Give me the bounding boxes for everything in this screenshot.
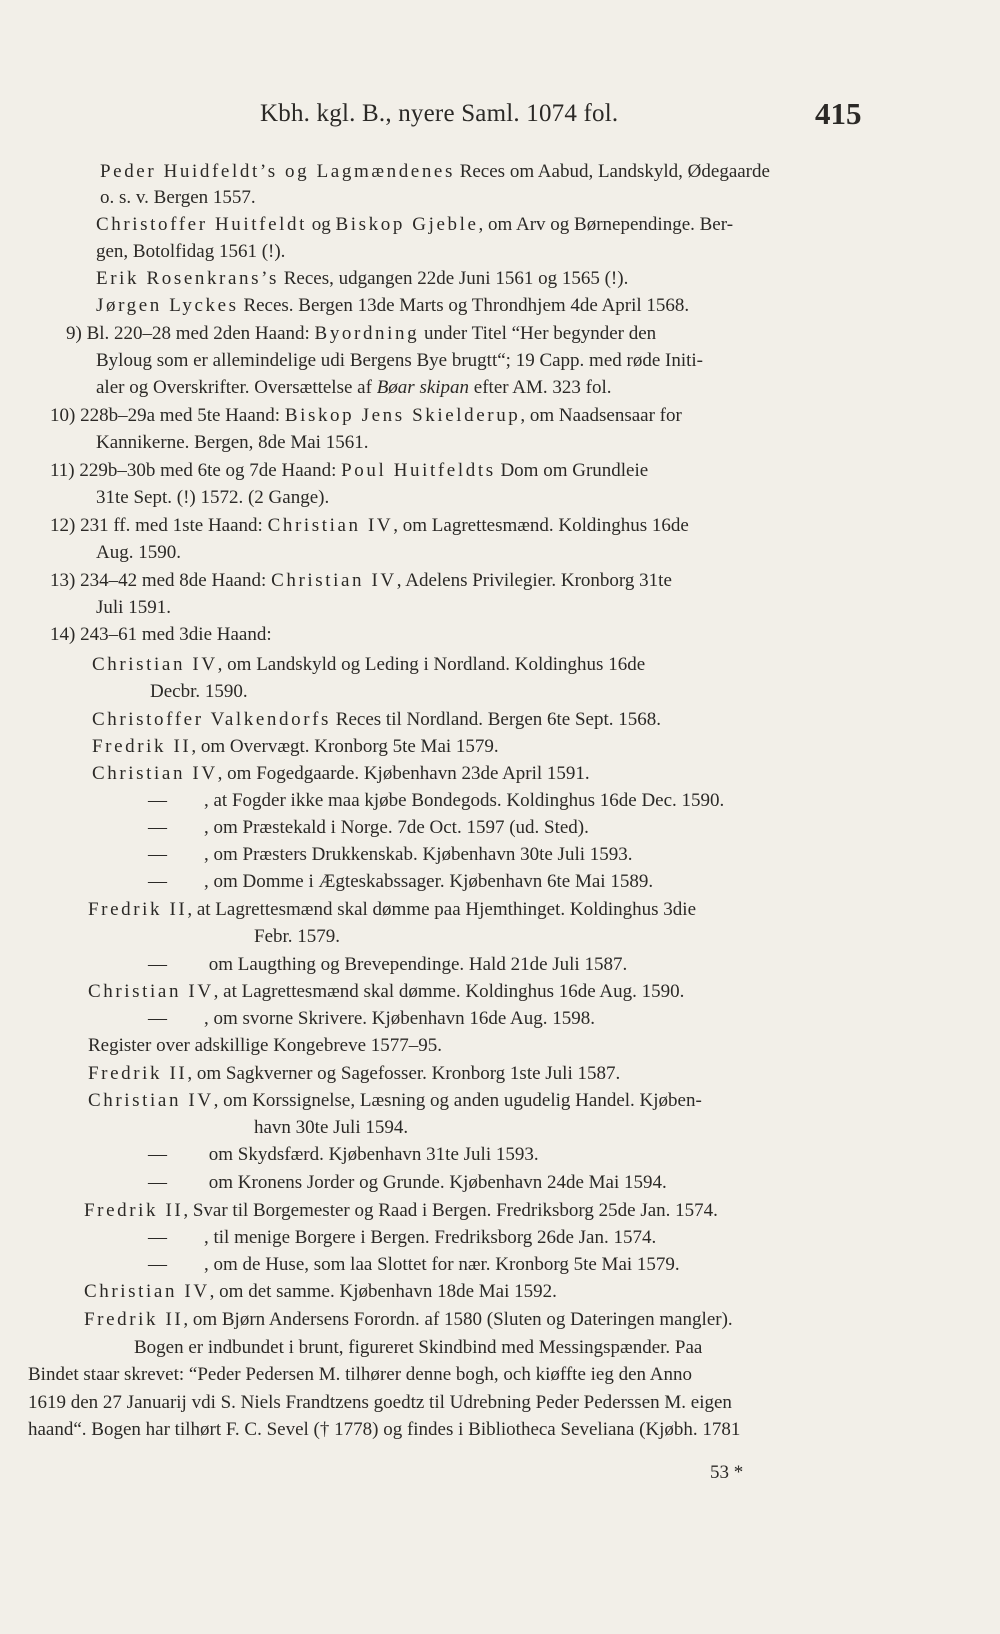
- text-segment: og: [306, 214, 336, 235]
- text-segment: , at Lagrettesmænd skal dømme. Koldinghus 16de Aug. 1590.: [213, 981, 685, 1002]
- text-segment: , om Præstekald i Norge. 7de Oct. 1597 (ud. Sted).: [204, 817, 589, 838]
- text-line: [50, 404, 682, 428]
- text-line: [28, 1391, 732, 1415]
- text-segment: , om Sagkverner og Sagefosser. Kronborg 1ste Juli 1587.: [187, 1063, 621, 1084]
- text-segment: om Skydsfærd. Kjøbenhavn 31te Juli 1593.: [204, 1144, 539, 1165]
- text-segment: Biskop Gjeble: [335, 214, 479, 235]
- text-segment: Poul Huitfeldts: [341, 460, 496, 481]
- text-segment: 13) 234–42 med 8de Haand:: [50, 570, 272, 591]
- page-header: [0, 96, 1000, 140]
- text-segment: Christian IV: [88, 981, 214, 1002]
- text-segment: Fredrik II: [84, 1309, 184, 1330]
- text-segment: havn 30te Juli 1594.: [254, 1117, 409, 1138]
- text-segment: Reces. Bergen 13de Marts og Throndhjem 4de April 1568.: [238, 295, 690, 316]
- ditto-dash: —: [148, 1008, 167, 1029]
- text-segment: 1619 den 27 Januarij vdi S. Niels Frandtzens goedtz til Udrebning Peder Pederssen M. eigen: [28, 1392, 732, 1413]
- text-segment: 10) 228b–29a med 5te Haand:: [50, 405, 285, 426]
- text-segment: efter AM. 323 fol.: [469, 377, 612, 398]
- text-segment: Dom om Grundleie: [495, 460, 649, 481]
- ditto-dash: —: [148, 844, 167, 865]
- text-segment: haand“. Bogen har tilhørt F. C. Sevel († 1778) og findes i Bibliotheca Seveliana (Kjøbh. 1781: [28, 1419, 741, 1440]
- running-title: Kbh. kgl. B., nyere Saml. 1074 fol.: [260, 100, 619, 127]
- text-line: [96, 267, 628, 291]
- text-segment: Peder Huidfeldt’s og Lagmændenes: [100, 161, 455, 182]
- text-segment: Reces, udgangen 22de Juni 1561 og 1565 (!).: [279, 268, 629, 289]
- text-line: [148, 789, 724, 813]
- text-segment: Christian IV: [271, 570, 397, 591]
- text-segment: gen, Botolfidag 1561 (!).: [96, 241, 286, 262]
- text-segment: Bogen er indbundet i brunt, figureret Skindbind med Messingspænder. Paa: [134, 1337, 703, 1358]
- text-segment: , om Fogedgaarde. Kjøbenhavn 23de April 1591.: [217, 763, 590, 784]
- text-segment: Reces om Aabud, Landskyld, Ødegaarde: [454, 161, 770, 182]
- text-line: [96, 213, 733, 237]
- text-line: [96, 486, 329, 510]
- text-line: [96, 596, 171, 620]
- text-segment: Christian IV: [267, 515, 394, 536]
- text-segment: , at Lagrettesmænd skal dømme paa Hjemthinget. Koldinghus 3die: [187, 899, 697, 920]
- text-line: [148, 1226, 656, 1250]
- text-segment: aler og Overskrifter. Oversættelse af: [96, 377, 377, 398]
- text-segment: 11) 229b–30b med 6te og 7de Haand:: [50, 460, 342, 481]
- text-line: [148, 1253, 680, 1277]
- text-segment: , om Arv og Børnependinge. Ber-: [478, 214, 734, 235]
- ditto-dash: —: [148, 790, 167, 811]
- text-line: [92, 708, 661, 732]
- text-line: [96, 541, 181, 565]
- text-segment: Byordning: [314, 323, 420, 344]
- ditto-dash: —: [148, 1227, 167, 1248]
- text-line: [148, 1171, 667, 1195]
- text-line: [28, 1418, 740, 1442]
- text-segment: Bindet staar skrevet: “Peder Pedersen M. tilhører denne bogh, och kiøffte ieg den Anno: [28, 1364, 692, 1385]
- text-line: [148, 1143, 539, 1167]
- text-segment: , om Præsters Drukkenskab. Kjøbenhavn 30te Juli 1593.: [204, 844, 633, 865]
- ditto-dash: —: [148, 1144, 167, 1165]
- text-line: [96, 294, 689, 318]
- text-line: [148, 843, 633, 867]
- text-segment: om Laugthing og Brevependinge. Hald 21de Juli 1587.: [204, 954, 628, 975]
- text-segment: 12) 231 ff. med 1ste Haand:: [50, 515, 268, 536]
- text-segment: , om Overvægt. Kronborg 5te Mai 1579.: [191, 736, 499, 757]
- page-number: 415: [815, 96, 862, 131]
- text-segment: Christoffer Huitfeldt: [96, 214, 307, 235]
- text-line: [96, 431, 368, 455]
- text-segment: , Adelens Privilegier. Kronborg 31te: [396, 570, 672, 591]
- text-line: [88, 1089, 702, 1113]
- text-segment: Biskop Jens Skielderup: [284, 405, 521, 426]
- text-line: [84, 1308, 733, 1332]
- signature-mark: 53 *: [710, 1462, 744, 1483]
- text-segment: Register over adskillige Kongebreve 1577–95.: [88, 1035, 443, 1056]
- text-line: [96, 376, 612, 400]
- text-segment: Jørgen Lyckes: [96, 295, 239, 316]
- text-segment: , til menige Borgere i Bergen. Fredriksborg 26de Jan. 1574.: [204, 1227, 657, 1248]
- text-line: [134, 1336, 702, 1360]
- text-segment: Decbr. 1590.: [150, 681, 248, 702]
- text-line: [66, 322, 656, 346]
- text-line: [50, 514, 689, 538]
- text-line: [254, 1116, 408, 1140]
- text-segment: , om Landskyld og Leding i Nordland. Koldinghus 16de: [217, 654, 646, 675]
- text-segment: , Svar til Borgemester og Raad i Bergen. Fredriksborg 25de Jan. 1574.: [183, 1200, 718, 1221]
- ditto-dash: —: [148, 1172, 167, 1193]
- text-line: [88, 980, 684, 1004]
- text-line: [148, 1007, 595, 1031]
- text-line: [92, 735, 499, 759]
- text-segment: 9) Bl. 220–28 med 2den Haand:: [66, 323, 315, 344]
- text-segment: , om Bjørn Andersens Forordn. af 1580 (Sluten og Dateringen mangler).: [183, 1309, 733, 1330]
- text-segment: Christian IV: [92, 654, 218, 675]
- text-line: [254, 925, 340, 949]
- text-segment: Erik Rosenkrans’s: [96, 268, 279, 289]
- text-segment: Fredrik II: [84, 1200, 184, 1221]
- text-line: [148, 870, 653, 894]
- text-line: [96, 349, 703, 373]
- text-segment: , om Naadsensaar for: [520, 405, 682, 426]
- text-line: [96, 240, 285, 264]
- text-segment: , om Lagrettesmænd. Koldinghus 16de: [393, 515, 689, 536]
- text-segment: , om de Huse, som laa Slottet for nær. Kronborg 5te Mai 1579.: [204, 1254, 680, 1275]
- text-segment: Juli 1591.: [96, 597, 171, 618]
- text-segment: Bøar skipan: [376, 377, 470, 398]
- text-segment: Byloug som er allemindelige udi Bergens Bye brugtt“; 19 Capp. med røde Initi-: [96, 350, 704, 371]
- text-segment: om Kronens Jorder og Grunde. Kjøbenhavn 24de Mai 1594.: [204, 1172, 667, 1193]
- text-line: [88, 1034, 442, 1058]
- text-line: [88, 1062, 620, 1086]
- text-segment: , om svorne Skrivere. Kjøbenhavn 16de Aug. 1598.: [204, 1008, 596, 1029]
- text-segment: 14) 243–61 med 3die Haand:: [50, 624, 272, 645]
- text-line: [150, 680, 248, 704]
- text-segment: 31te Sept. (!) 1572. (2 Gange).: [96, 487, 330, 508]
- text-line: [50, 623, 272, 647]
- ditto-dash: —: [148, 954, 167, 975]
- text-line: [92, 653, 645, 677]
- text-segment: Christian IV: [92, 763, 218, 784]
- text-line: [84, 1199, 718, 1223]
- text-segment: , om Korssignelse, Læsning og anden ugudelig Handel. Kjøben-: [213, 1090, 702, 1111]
- text-segment: Fredrik II: [88, 899, 188, 920]
- text-line: [28, 1363, 692, 1387]
- text-segment: o. s. v. Bergen 1557.: [100, 187, 256, 208]
- text-line: [100, 160, 770, 184]
- text-segment: Aug. 1590.: [96, 542, 181, 563]
- ditto-dash: —: [148, 817, 167, 838]
- text-line: [88, 898, 696, 922]
- text-segment: , om det samme. Kjøbenhavn 18de Mai 1592.: [209, 1281, 557, 1302]
- text-line: [50, 459, 648, 483]
- text-segment: Kannikerne. Bergen, 8de Mai 1561.: [96, 432, 369, 453]
- text-segment: , at Fogder ikke maa kjøbe Bondegods. Koldinghus 16de Dec. 1590.: [204, 790, 725, 811]
- text-segment: under Titel “Her begynder den: [419, 323, 657, 344]
- text-line: [84, 1280, 557, 1304]
- text-segment: Reces til Nordland. Bergen 6te Sept. 1568.: [331, 709, 662, 730]
- text-line: [100, 186, 256, 210]
- text-line: [92, 762, 590, 786]
- text-segment: Fredrik II: [88, 1063, 188, 1084]
- text-segment: Febr. 1579.: [254, 926, 341, 947]
- text-line: [148, 953, 627, 977]
- text-segment: Fredrik II: [92, 736, 192, 757]
- text-line: [50, 569, 672, 593]
- text-line: [148, 816, 589, 840]
- text-segment: , om Domme i Ægteskabssager. Kjøbenhavn 6te Mai 1589.: [204, 871, 654, 892]
- ditto-dash: —: [148, 1254, 167, 1275]
- text-segment: Christian IV: [84, 1281, 210, 1302]
- text-segment: Christian IV: [88, 1090, 214, 1111]
- ditto-dash: —: [148, 871, 167, 892]
- text-segment: Christoffer Valkendorfs: [92, 709, 332, 730]
